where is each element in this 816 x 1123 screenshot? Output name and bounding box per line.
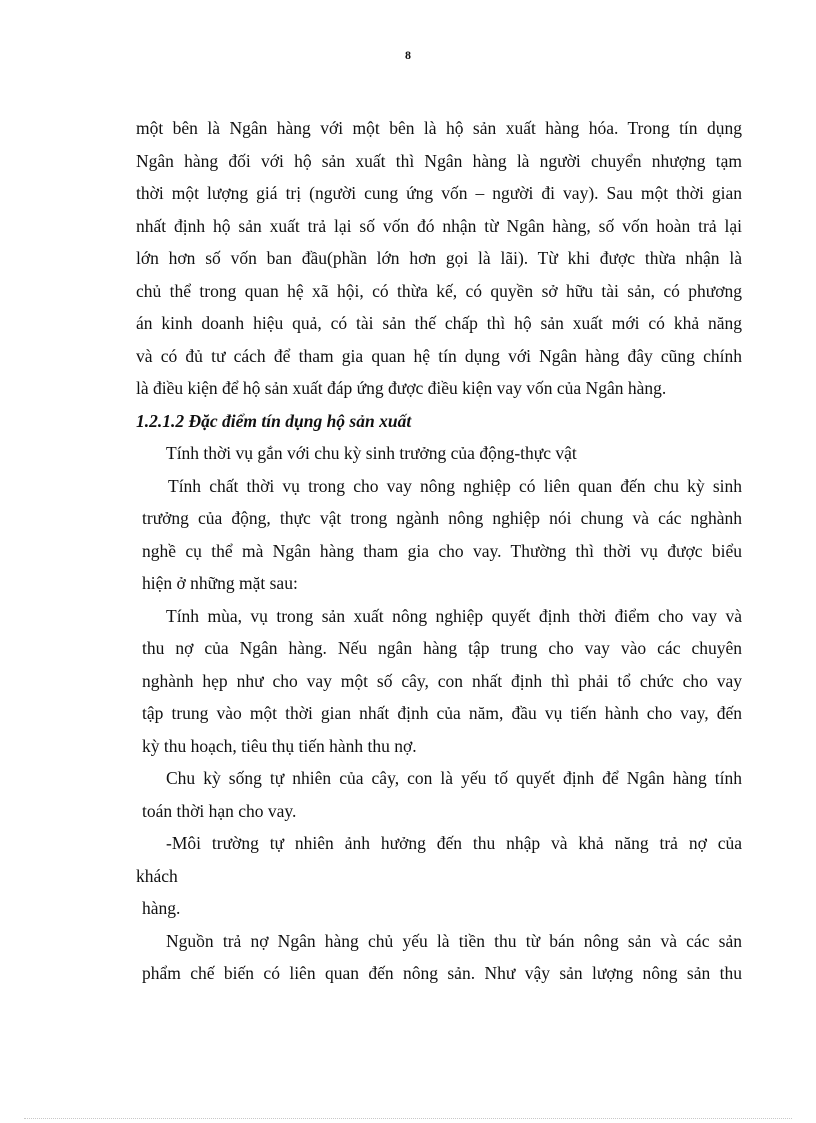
text-line: và có đủ tư cách để tham gia quan hệ tín dụng với Ngân hàng đây cũng chính: [136, 345, 742, 366]
text-line: toán thời hạn cho vay.: [142, 800, 297, 821]
paragraph-repayment-source: [136, 925, 742, 990]
text-line: Ngân hàng đối với hộ sản xuất thì Ngân hàng là người chuyển nhượng tạm: [136, 150, 742, 171]
text-line: Nguồn trả nợ Ngân hàng chủ yếu là tiền thu từ bán nông sản và các sản: [166, 930, 742, 951]
text-line: phẩm chế biến có liên quan đến nông sản. Như vậy sản lượng nông sản thu: [142, 963, 742, 983]
paragraph-season-crop: [136, 600, 742, 763]
page-bottom-divider: [24, 1118, 792, 1119]
text-line: khách: [136, 865, 178, 886]
text-line: án kinh doanh hiệu quả, có tài sản thế chấp thì hộ sản xuất mới có khả năng: [136, 313, 742, 333]
text-line: một bên là Ngân hàng với một bên là hộ sản xuất hàng hóa. Trong tín dụng: [136, 118, 742, 138]
text-line: trưởng của động, thực vật trong ngành nông nghiệp nói chung và các nghành: [142, 508, 742, 528]
text-line: Tính chất thời vụ trong cho vay nông nghiệp có liên quan đến chu kỳ sinh: [168, 475, 742, 496]
document-body: [136, 112, 742, 990]
text-line: hàng.: [142, 898, 181, 918]
text-line: hiện ở những mặt sau:: [142, 573, 298, 593]
section-heading: 1.2.1.2 Đặc điểm tín dụng hộ sản xuất: [136, 410, 412, 431]
text-line: thời một lượng giá trị (người cung ứng vốn – người đi vay). Sau một thời gian: [136, 183, 742, 203]
paragraph-loan-relationship: [136, 112, 742, 405]
paragraph-life-cycle: [136, 762, 742, 827]
paragraph-environment: [136, 827, 742, 925]
text-line: chủ thể trong quan hệ xã hội, có thừa kế, có quyền sở hữu tài sản, có phương: [136, 280, 742, 301]
page-number: 8: [405, 48, 411, 62]
text-line: kỳ thu hoạch, tiêu thụ tiến hành thu nợ.: [142, 735, 417, 756]
text-line: là điều kiện để hộ sản xuất đáp ứng được điều kiện vay vốn của Ngân hàng.: [136, 378, 667, 398]
text-line: nhất định hộ sản xuất trả lại số vốn đó nhận từ Ngân hàng, số vốn hoàn trả lại: [136, 215, 742, 236]
text-line: nghành hẹp như cho vay một số cây, con nhất định thì phải tổ chức cho vay: [142, 670, 742, 691]
text-line: -Môi trường tự nhiên ảnh hưởng đến thu nhập và khả năng trả nợ của: [166, 833, 742, 853]
paragraph-seasonal-nature: [136, 470, 742, 600]
text-line: Chu kỳ sống tự nhiên của cây, con là yếu tố quyết định để Ngân hàng tính: [166, 768, 742, 788]
text-line: nghề cụ thể mà Ngân hàng tham gia cho vay. Thường thì thời vụ được biểu: [142, 540, 742, 561]
text-line: thu nợ của Ngân hàng. Nếu ngân hàng tập trung cho vay vào các chuyên: [142, 638, 742, 658]
text-line: lớn hơn số vốn ban đầu(phần lớn hơn gọi là lãi). Từ khi được thừa nhận là: [136, 248, 742, 268]
text-line: tập trung vào một thời gian nhất định của năm, đầu vụ tiến hành cho vay, đến: [142, 703, 742, 723]
text-line: Tính mùa, vụ trong sản xuất nông nghiệp quyết định thời điểm cho vay và: [166, 605, 742, 626]
subheading-seasonality: Tính thời vụ gắn với chu kỳ sinh trưởng của động-thực vật: [166, 443, 577, 463]
